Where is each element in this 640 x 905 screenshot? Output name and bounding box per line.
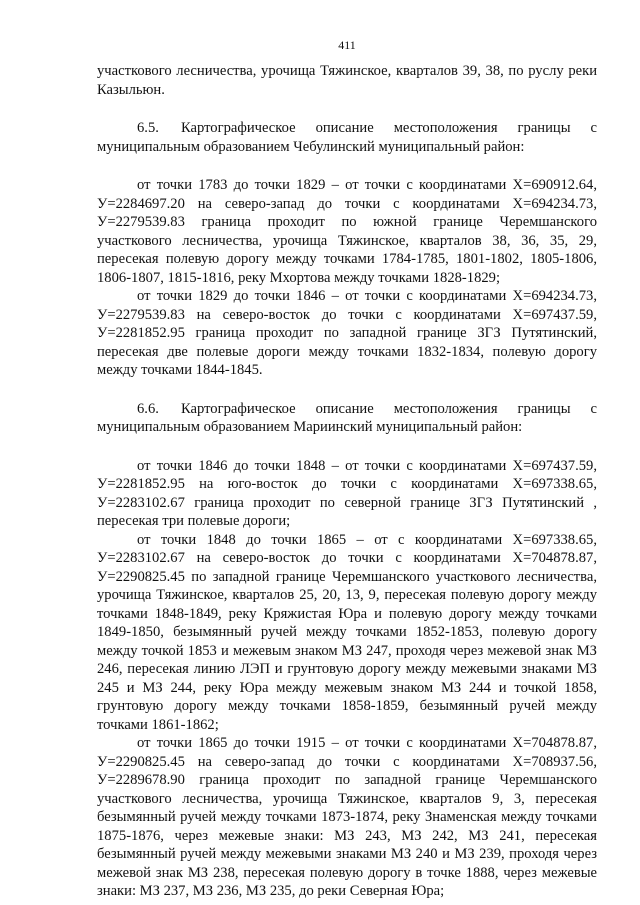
paragraph: от точки 1846 до точки 1848 – от точки с координатами Х=697437.59, У=2281852.95 на юго-восток до точки с координатами Х=697338.65, У=2283102.67 граница проходит по северной границе ЗГЗ Путятинский , пересекая три полевые дороги; bbox=[97, 457, 597, 529]
paragraph-continuation: участкового лесничества, урочища Тяжинское, кварталов 39, 38, по руслу реки Казыльюн. bbox=[97, 63, 597, 98]
section-title: Картографическое описание местоположения границы с муниципальным образованием Чебулинский муниципальный район: bbox=[97, 120, 597, 155]
paragraph: от точки 1783 до точки 1829 – от точки с координатами Х=690912.64, У=2284697.20 на северо-запад до точки с координатами Х=694234.73, У=2279539.83 граница проходит по южной границе Черемшанского участкового лесничества, урочища Тяжинское, кварталов 38, 36, 35, 29, пересекая полевую дорогу между точками 1784-1785, 1801-1802, 1805-1806, 1806-1807, 1815-1816, реку Мхортова между точками 1828-1829; bbox=[97, 177, 597, 286]
section-heading-6-6 bbox=[97, 400, 597, 437]
section-number: 6.5. bbox=[137, 120, 159, 136]
page-number: 411 bbox=[338, 38, 356, 52]
section-number: 6.6. bbox=[137, 400, 159, 417]
section-heading-6-5 bbox=[97, 119, 597, 156]
paragraph: от точки 1829 до точки 1846 – от точки с координатами Х=694234.73, У=2279539.83 на северо-восток до точки с координатами Х=697437.59, У=2281852.95 граница проходит по западной границе ЗГЗ Путятинский, пересекая две полевые дороги между точками 1832-1834, полевую дорогу между точками 1844-1845. bbox=[97, 288, 597, 378]
paragraph: от точки 1865 до точки 1915 – от точки с координатами Х=704878.87, У=2290825.45 на северо-запад до точки с координатами Х=708937.56, У=2289678.90 граница проходит по западной границе Черемшанского участкового лесничества, урочища Тяжинское, кварталов 9, 3, пересекая безымянный ручей между точками 1873-1874, реку Знаменская между точками 1875-1876, через межевые знаки: МЗ 243, МЗ 242, МЗ 241, пересекая безымянный ручей между межевыми знаками МЗ 240 и МЗ 239, проходя через межевой знак МЗ 238, пересекая полевую дорогу в точке 1888, через межевые знаки: МЗ 237, МЗ 236, МЗ 235, до реки Северная Юра; bbox=[97, 735, 597, 899]
document-page bbox=[97, 0, 597, 905]
paragraph: от точки 1848 до точки 1865 – от с координатами Х=697338.65, У=2283102.67 на северо-восток до точки с координатами Х=704878.87, У=2290825.45 по западной границе Черемшанского участкового лесничества, урочища Тяжинское, кварталов 25, 20, 13, 9, пересекая полевую дорогу между точками 1848-1849, реку Кряжистая Юра и полевую дорогу между точками 1849-1850, безымянный ручей между точками 1852-1853, полевую дорогу между точкой 1853 и межевым знаком МЗ 247, проходя через межевой знак МЗ 246, пересекая линию ЛЭП и грунтовую дорогу между межевыми знаками МЗ 245 и МЗ 244, реку Юра между межевым знаком МЗ 244 и точкой 1858, грунтовую дорогу между точками 1858-1859, безымянный ручей между точками 1861-1862; bbox=[97, 531, 597, 733]
document-body bbox=[97, 62, 597, 901]
section-title: Картографическое описание местоположения границы с муниципальным образованием Мариинский муниципальный район: bbox=[97, 400, 597, 435]
